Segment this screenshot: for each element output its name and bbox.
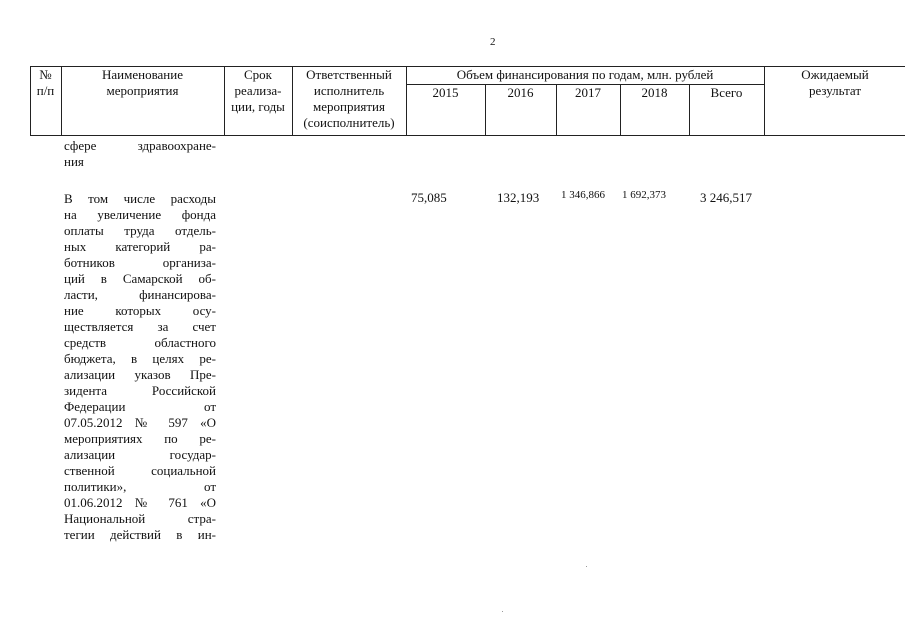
col-exec-header: Ответственный исполнитель мероприятия (соисполнитель) (303, 67, 395, 130)
value-2018: 1 692,373 (622, 189, 666, 201)
value-total: 3 246,517 (700, 190, 752, 205)
total-header: Всего (710, 85, 743, 100)
col-num-header: № п/п (36, 67, 55, 98)
item-description: В том числе расходы на увеличение фонда оплаты труда отдель- ных категорий ра- ботников организа- ций в Самарской об- ласти, финансирова- ние которых осу- ществляется за счет средств областного бюджета, в целях ре- ализации указов Пре- зидента Российской Федерации от 07.05.2012 № 597 «О мероприятиях по ре- ализации государ- ственной социальной политики», от 01.06.2012 № 761 «О Национальной стра- тегии действий в ин- (64, 191, 216, 542)
year-2016-header: 2016 (507, 85, 534, 100)
year-2018-header: 2018 (641, 85, 668, 100)
col-term-header: Срок реализа- ции, годы (231, 67, 285, 114)
scan-speck (586, 566, 587, 567)
table-header (30, 66, 905, 136)
continued-text: сфере здравоохране- ния (64, 138, 216, 169)
page-number: 2 (490, 36, 496, 48)
col-result-header: Ожидаемый результат (801, 67, 869, 98)
value-2015: 75,085 (411, 190, 447, 205)
col-name-header: Наименование мероприятия (102, 67, 183, 98)
header-bottom-border (30, 135, 905, 136)
year-2015-header: 2015 (432, 85, 459, 100)
year-2017-header: 2017 (575, 85, 601, 100)
value-2016: 132,193 (497, 190, 540, 205)
scan-speck (502, 611, 503, 612)
value-2017: 1 346,866 (561, 189, 605, 201)
col-funding-header: Объем финансирования по годам, млн. рублей (456, 67, 714, 82)
